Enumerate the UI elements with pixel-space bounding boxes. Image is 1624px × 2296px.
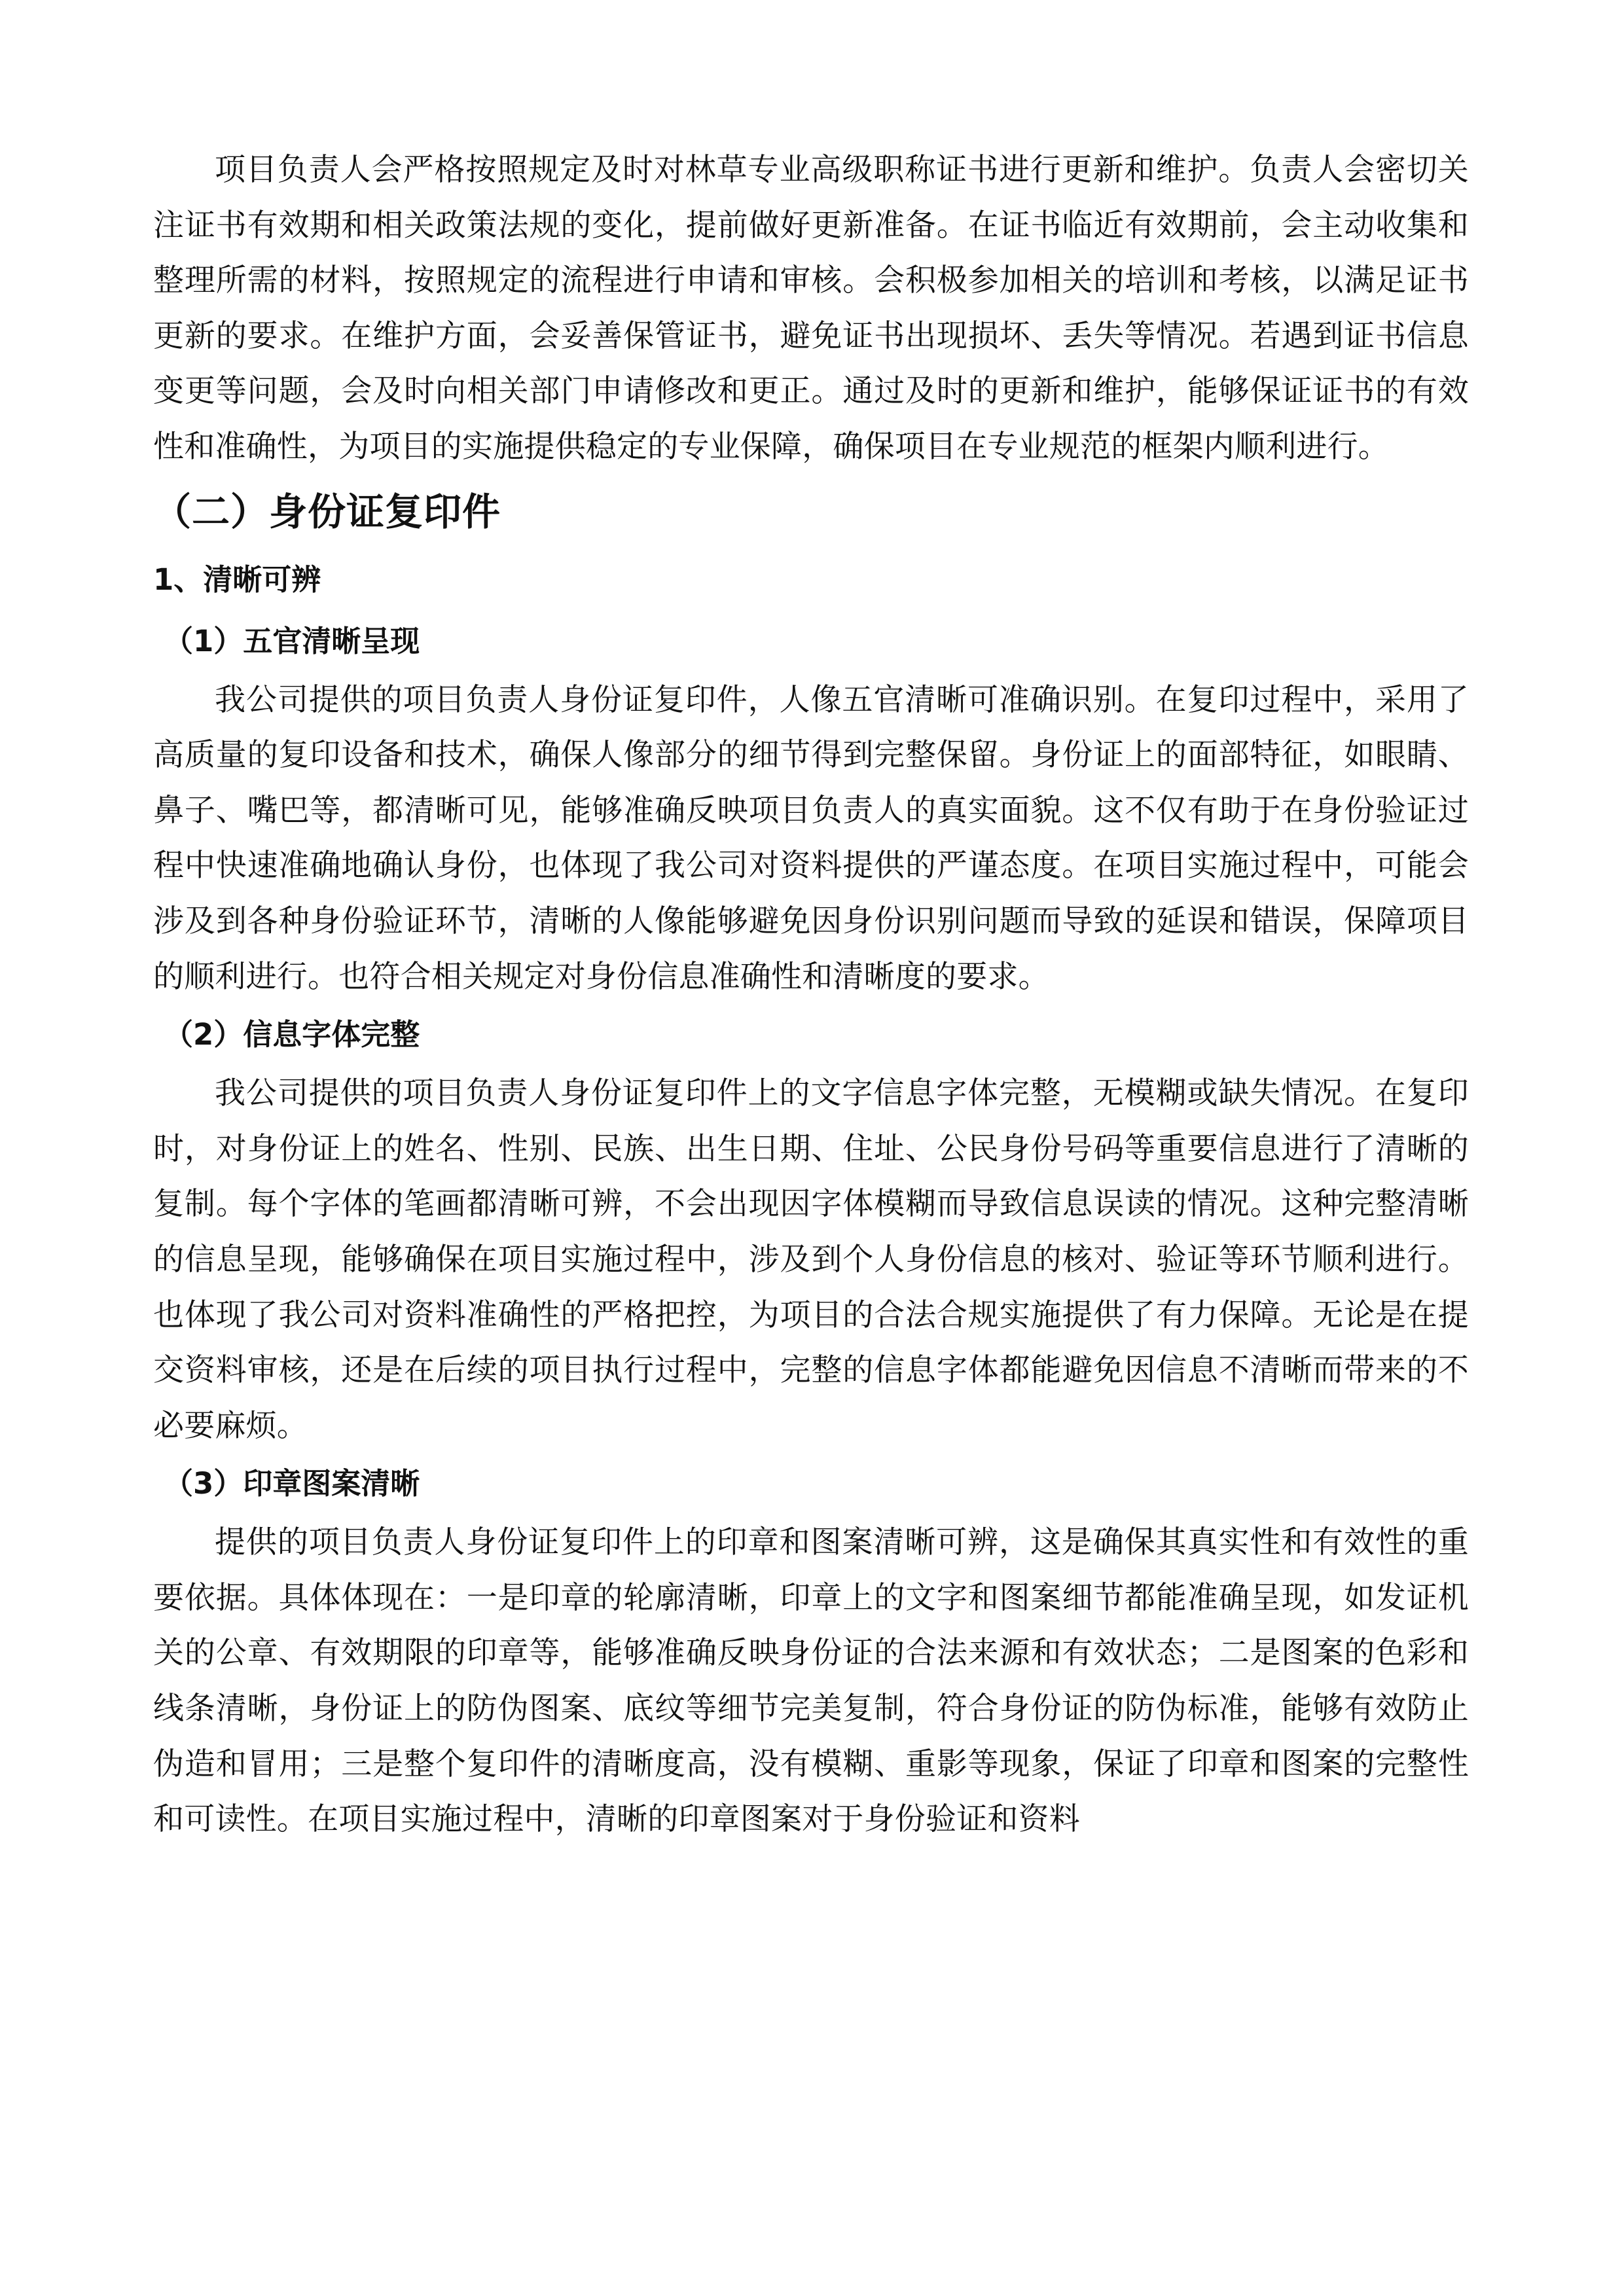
document-page	[153, 143, 1469, 1848]
item-heading-1: （1）五官清晰呈现	[164, 623, 420, 658]
section-title: （二）身份证复印件	[153, 489, 501, 534]
item-paragraph-1: 我公司提供的项目负责人身份证复印件，人像五官清晰可准确识别。在复印过程中，采用了高质量的复印设备和技术，确保人像部分的细节得到完整保留。身份证上的面部特征，如眼睛、鼻子、嘴巴等，都清晰可见，能够准确反映项目负责人的真实面貌。这不仅有助于在身份验证过程中快速准确地确认身份，也体现了我公司对资料提供的严谨态度。在项目实施过程中，可能会涉及到各种身份验证环节，清晰的人像能够避免因身份识别问题而导致的延误和错误，保障项目的顺利进行。也符合相关规定对身份信息准确性和清晰度的要求。	[153, 681, 1469, 995]
intro-paragraph: 项目负责人会严格按照规定及时对林草专业高级职称证书进行更新和维护。负责人会密切关注证书有效期和相关政策法规的变化，提前做好更新准备。在证书临近有效期前，会主动收集和整理所需的材料，按照规定的流程进行申请和审核。会积极参加相关的培训和考核，以满足证书更新的要求。在维护方面，会妥善保管证书，避免证书出现损坏、丢失等情况。若遇到证书信息变更等问题，会及时向相关部门申请修改和更正。通过及时的更新和维护，能够保证证书的有效性和准确性，为项目的实施提供稳定的专业保障，确保项目在专业规范的框架内顺利进行。	[153, 152, 1469, 465]
subsection-title: 1、清晰可辨	[153, 562, 321, 597]
item-heading-2: （2）信息字体完整	[164, 1017, 420, 1052]
item-heading-3: （3）印章图案清晰	[164, 1466, 420, 1501]
item-paragraph-3: 提供的项目负责人身份证复印件上的印章和图案清晰可辨，这是确保其真实性和有效性的重要依据。具体体现在：一是印章的轮廓清晰，印章上的文字和图案细节都能准确呈现，如发证机关的公章、有效期限的印章等，能够准确反映身份证的合法来源和有效状态；二是图案的色彩和线条清晰，身份证上的防伪图案、底纹等细节完美复制，符合身份证的防伪标准，能够有效防止伪造和冒用；三是整个复印件的清晰度高，没有模糊、重影等现象，保证了印章和图案的完整性和可读性。在项目实施过程中，清晰的印章图案对于身份验证和资料	[153, 1524, 1469, 1838]
item-paragraph-2: 我公司提供的项目负责人身份证复印件上的文字信息字体完整，无模糊或缺失情况。在复印时，对身份证上的姓名、性别、民族、出生日期、住址、公民身份号码等重要信息进行了清晰的复制。每个字体的笔画都清晰可辨，不会出现因字体模糊而导致信息误读的情况。这种完整清晰的信息呈现，能够确保在项目实施过程中，涉及到个人身份信息的核对、验证等环节顺利进行。也体现了我公司对资料准确性的严格把控，为项目的合法合规实施提供了有力保障。无论是在提交资料审核，还是在后续的项目执行过程中，完整的信息字体都能避免因信息不清晰而带来的不必要麻烦。	[153, 1075, 1469, 1444]
